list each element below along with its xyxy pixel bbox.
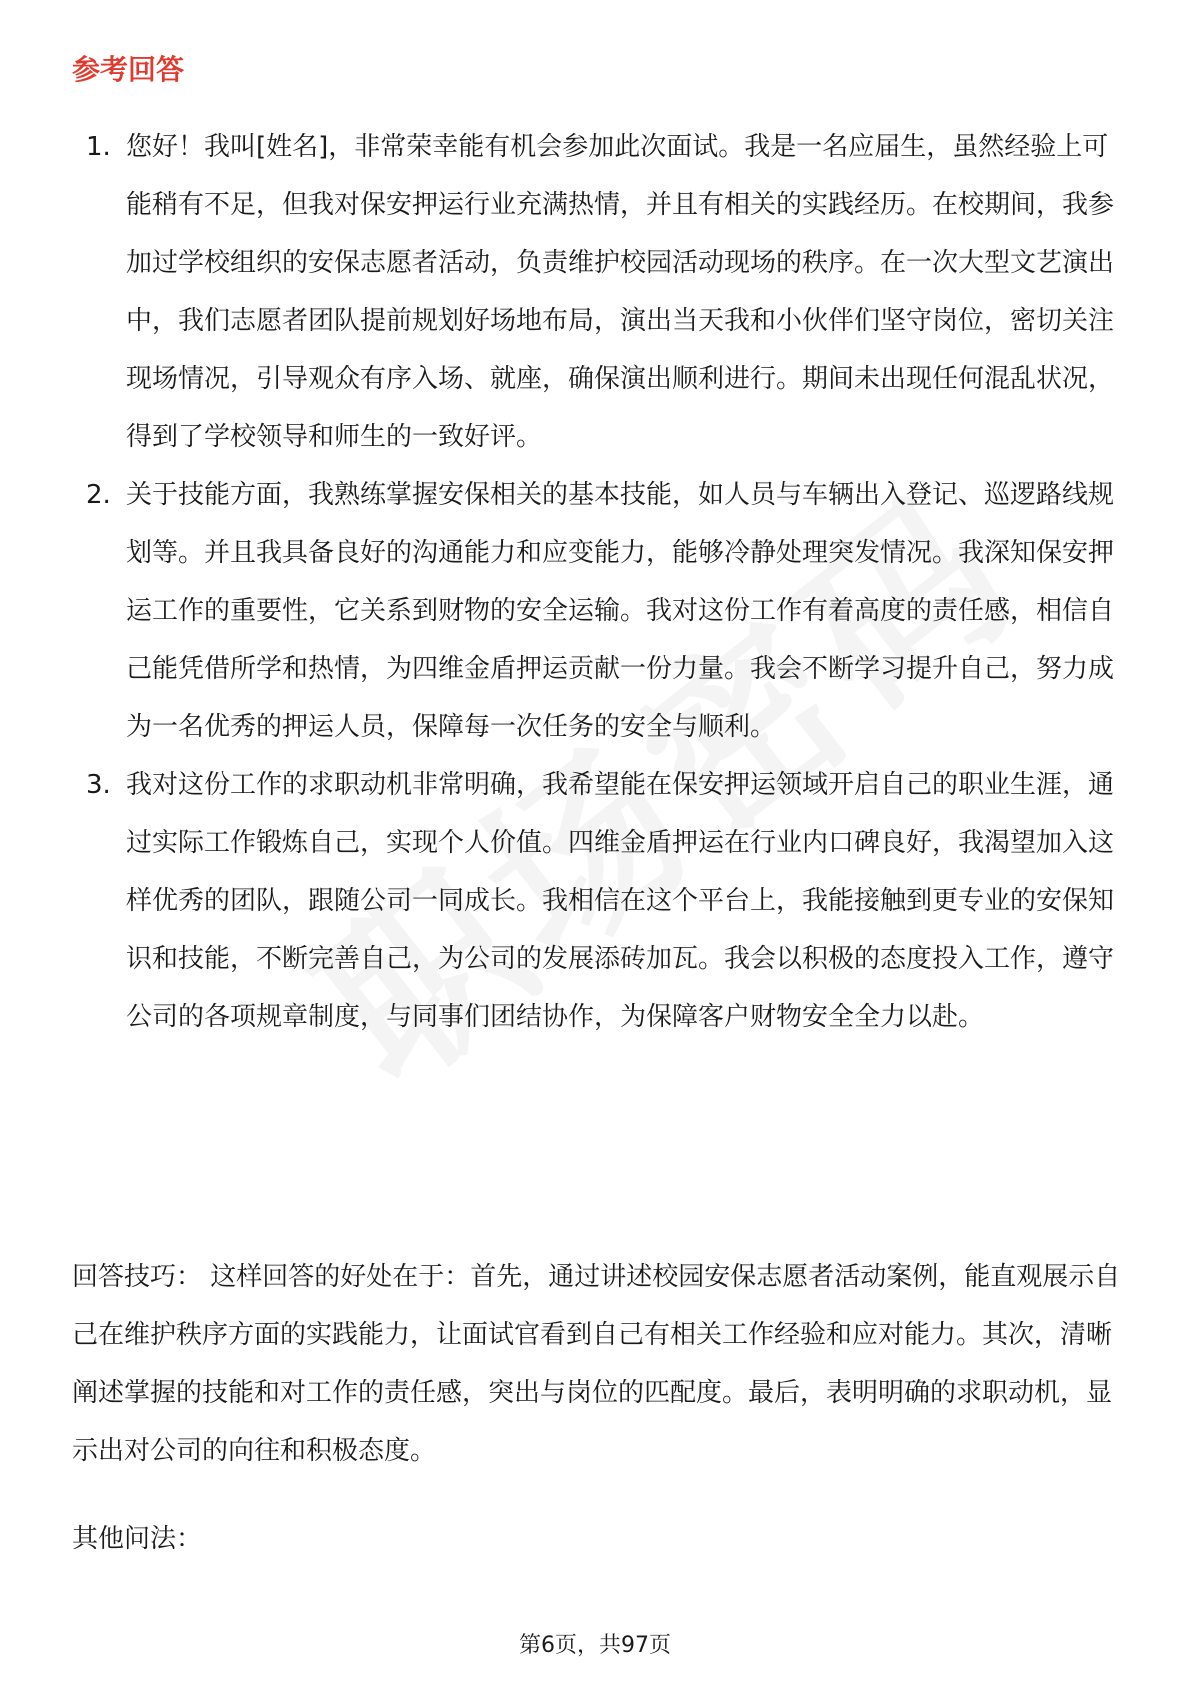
answer-text: 您好！我叫[姓名]，非常荣幸能有机会参加此次面试。我是一名应届生，虽然经验上可能稍有不足，但我对保安押运行业充满热情，并且有相关的实践经历。在校期间，我参加过学校组织的安保志愿者活动，负责维护校园活动现场的秩序。在一次大型文艺演出中，我们志愿者团队提前规划好场地布局，演出当天我和小伙伴们坚守岗位，密切关注现场情况，引导观众有序入场、就座，确保演出顺利进行。期间未出现任何混乱状况，得到了学校领导和师生的一致好评。 [126, 132, 1115, 452]
answer-item-3 [72, 756, 1122, 1046]
answer-text: 我对这份工作的求职动机非常明确，我希望能在保安押运领域开启自己的职业生涯，通过实际工作锻炼自己，实现个人价值。四维金盾押运在行业内口碑良好，我渴望加入这样优秀的团队，跟随公司一同成长。我相信在这个平台上，我能接触到更专业的安保知识和技能，不断完善自己，为公司的发展添砖加瓦。我会以积极的态度投入工作，遵守公司的各项规章制度，与同事们团结协作，为保障客户财物安全全力以赴。 [126, 770, 1115, 1032]
other-questions-label: 其他问法： [72, 1524, 203, 1554]
answer-tips-paragraph: 回答技巧： 这样回答的好处在于：首先，通过讲述校园安保志愿者活动案例，能直观展示自己在维护秩序方面的实践能力，让面试官看到自己有相关工作经验和应对能力。其次，清晰阐述掌握的技能和对工作的责任感，突出与岗位的匹配度。最后，表明明确的求职动机，显示出对公司的向往和积极态度。 [72, 1262, 1121, 1466]
answer-text: 关于技能方面，我熟练掌握安保相关的基本技能，如人员与车辆出入登记、巡逻路线规划等。并且我具备良好的沟通能力和应变能力，能够冷静处理突发情况。我深知保安押运工作的重要性，它关系到财物的安全运输。我对这份工作有着高度的责任感，相信自己能凭借所学和热情，为四维金盾押运贡献一份力量。我会不断学习提升自己，努力成为一名优秀的押运人员，保障每一次任务的安全与顺利。 [126, 480, 1115, 742]
answer-number: 1. [86, 132, 111, 162]
answer-number: 3. [86, 770, 111, 800]
answer-number: 2. [86, 480, 111, 510]
page-footer: 第6页，共97页 [519, 1633, 671, 1658]
answer-item-1 [72, 118, 1122, 466]
answer-list [72, 118, 1122, 1046]
answer-item-2 [72, 466, 1122, 756]
section-heading: 参考回答 [72, 53, 185, 86]
